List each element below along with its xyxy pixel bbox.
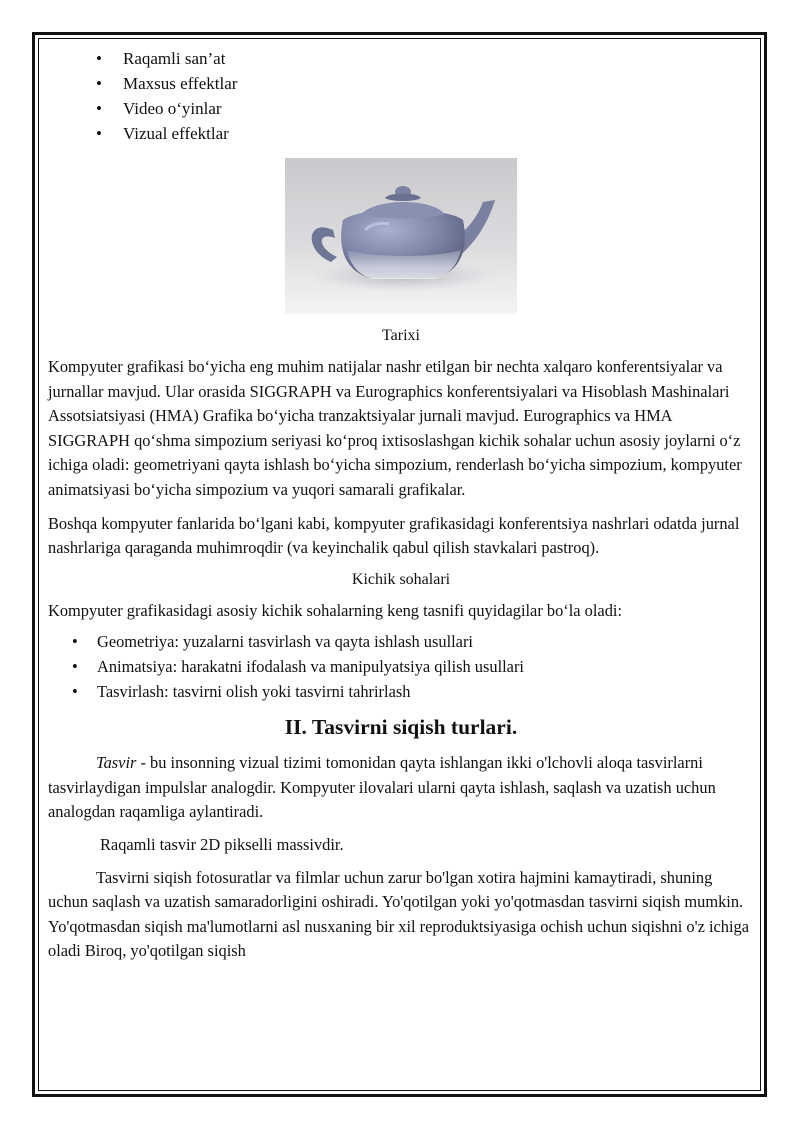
list-item: • Raqamli san’at (48, 46, 754, 71)
list-item: • Animatsiya: harakatni ifodalash va manipulyatsiya qilish usullari (48, 655, 754, 680)
paragraph-compression: Tasvirni siqish fotosuratlar va filmlar uchun zarur bo'lgan xotira hajmini kamaytiradi, shuning uchun saqlash va uzatish samaradorligini oshiradi. Yo'qotilgan yoki yo'qotmasdan tasvirni siqish mumkin. Yo'qotmasdan siqish ma'lumotlarni asl nusxaning bir xil reproduktsiyasiga ochish uchun siqishni o'z ichiga oladi Biroq, yo'qotilgan siqish (48, 867, 749, 961)
subfields-list (48, 630, 754, 704)
list-item: • Vizual effektlar (48, 121, 754, 146)
term-tasvir: Tasvir (96, 753, 137, 773)
paragraph-tasvir-text: - bu insonning vizual tizimi tomonidan qayta ishlangan ikki o'lchovli aloqa tasvirlarni tasvirlaydigan impulslar analogdir. Kompyuter ilovalari ularni qayta ishlash, saqlash va uzatish uchun analogdan raqamliga aylantiradi. (48, 753, 716, 822)
paragraph-tasvir (48, 751, 754, 825)
caption-history: Tarixi (382, 327, 420, 344)
list-item: • Tasvirlash: tasvirni olish yoki tasvirni tahrirlash (48, 680, 754, 705)
section-heading: II. Tasvirni siqish turlari. (284, 715, 518, 740)
caption-subfields: Kichik sohalari (351, 570, 451, 588)
applications-list (48, 46, 754, 146)
paragraph-history-2: Boshqa kompyuter fanlarida bo‘lgani kabi, kompyuter grafikasidagi konferentsiya nashrlari odatda jurnal nashrlariga qaraganda muhimroqdir (va keyinchalik qabul qilish stavkalari pastroq). (48, 513, 740, 558)
list-item: • Video o‘yinlar (48, 96, 754, 121)
document-body (48, 46, 754, 964)
teapot-image (285, 158, 517, 314)
list-item: • Maxsus effektlar (48, 71, 754, 96)
list-item: • Geometriya: yuzalarni tasvirlash va qayta ishlash usullari (48, 630, 754, 655)
paragraph-history-1: Kompyuter grafikasi bo‘yicha eng muhim natijalar nashr etilgan bir nechta xalqaro konferentsiyalar va jurnallar mavjud. Ular orasida SIGGRAPH va Eurographics konferentsiyalari va Hisoblash Mashinalari Assotsiatsiyasi (HMA) Grafika bo‘yicha tranzaktsiyalar jurnali mavjud. Eurographics va HMA SIGGRAPH qo‘shma simpozium seriyasi ko‘proq ixtisoslashgan kichik sohalar uchun asosiy joylarni o‘z ichiga oladi: geometriyani qayta ishlash bo‘yicha simpozium, renderlash bo‘yicha simpozium, kompyuter animatsiyasi bo‘yicha simpozium va yuqori samarali grafikalar. (48, 357, 742, 499)
paragraph-digital: Raqamli tasvir 2D pikselli massivdir. (100, 834, 344, 854)
paragraph-subfields: Kompyuter grafikasidagi asosiy kichik sohalarning keng tasnifi quyidagilar bo‘la oladi: (48, 600, 622, 620)
